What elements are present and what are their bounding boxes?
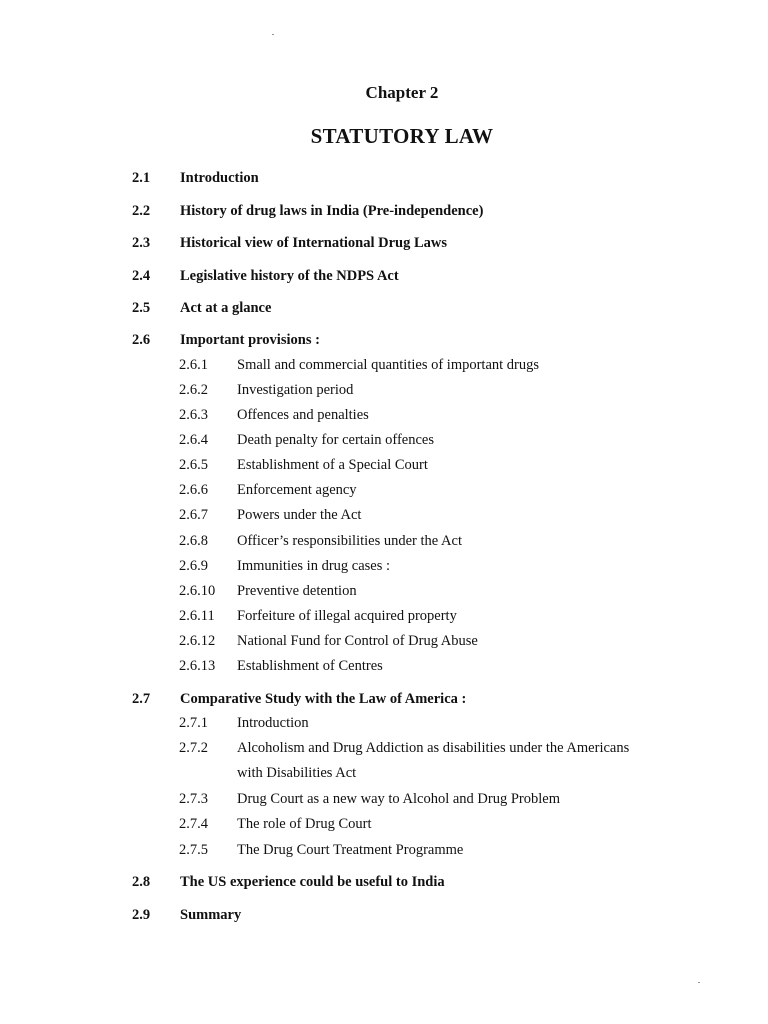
toc-entry-title: Historical view of International Drug Laws <box>180 235 448 251</box>
toc-section-entry <box>0 170 768 192</box>
toc-entry-title: Death penalty for certain offences <box>237 432 434 448</box>
toc-entry-title: National Fund for Control of Drug Abuse <box>237 633 478 649</box>
toc-subsection-entry <box>0 633 768 655</box>
toc-entry-title: The US experience could be useful to India <box>180 874 445 890</box>
toc-entry-number: 2.6.1 <box>179 357 208 373</box>
toc-entry-number: 2.6.3 <box>179 407 208 423</box>
scan-speck <box>272 34 274 35</box>
toc-section-entry <box>0 300 768 322</box>
toc-entry-number: 2.6.8 <box>179 533 208 549</box>
toc-entry-number: 2.6.9 <box>179 558 208 574</box>
toc-entry-number: 2.4 <box>132 268 151 284</box>
toc-entry-number: 2.7 <box>132 691 151 707</box>
toc-section-entry <box>0 203 768 225</box>
toc-entry-title: Establishment of a Special Court <box>237 457 428 473</box>
toc-entry-number: 2.7.5 <box>179 842 208 858</box>
toc-entry-number: 2.9 <box>132 907 151 923</box>
toc-subsection-entry <box>0 608 768 630</box>
toc-subsection-entry <box>0 583 768 605</box>
toc-subsection-entry <box>0 457 768 479</box>
toc-entry-title: Enforcement agency <box>237 482 357 498</box>
toc-section-entry <box>0 332 768 354</box>
toc-section-entry <box>0 235 768 257</box>
toc-entry-title: Act at a glance <box>180 300 272 316</box>
toc-entry-title: Comparative Study with the Law of America : <box>180 691 467 707</box>
toc-subsection-entry <box>0 482 768 504</box>
toc-subsection-entry <box>0 558 768 580</box>
toc-entry-number: 2.6 <box>132 332 151 348</box>
toc-entry-number: 2.6.10 <box>179 583 216 599</box>
toc-subsection-entry <box>0 658 768 680</box>
toc-entry-title: The role of Drug Court <box>237 816 372 832</box>
toc-entry-number: 2.6.6 <box>179 482 208 498</box>
toc-subsection-entry <box>0 816 768 838</box>
toc-section-entry <box>0 907 768 929</box>
toc-subsection-entry <box>0 357 768 379</box>
toc-entry-title: Investigation period <box>237 382 354 398</box>
toc-subsection-entry <box>0 765 768 787</box>
toc-entry-number: 2.6.13 <box>179 658 216 674</box>
toc-entry-title: Legislative history of the NDPS Act <box>180 268 399 284</box>
toc-entry-number: 2.7.1 <box>179 715 208 731</box>
toc-entry-number: 2.1 <box>132 170 151 186</box>
toc-subsection-entry <box>0 715 768 737</box>
toc-entry-title: Summary <box>180 907 242 923</box>
toc-entry-number: 2.6.12 <box>179 633 216 649</box>
toc-entry-number: 2.6.7 <box>179 507 208 523</box>
toc-section-entry <box>0 691 768 713</box>
toc-subsection-entry <box>0 382 768 404</box>
toc-section-entry <box>0 268 768 290</box>
toc-entry-number: 2.2 <box>132 203 151 219</box>
toc-entry-title: Drug Court as a new way to Alcohol and Drug Problem <box>237 791 560 807</box>
toc-entry-title: with Disabilities Act <box>237 765 357 781</box>
toc-entry-title: The Drug Court Treatment Programme <box>237 842 464 858</box>
toc-subsection-entry <box>0 533 768 555</box>
toc-entry-title: Introduction <box>180 170 259 186</box>
toc-entry-number: 2.5 <box>132 300 151 316</box>
toc-entry-title: Alcoholism and Drug Addiction as disabilities under the Americans <box>237 740 630 756</box>
chapter-title: STATUTORY LAW <box>310 124 494 148</box>
toc-subsection-entry <box>0 507 768 529</box>
chapter-label: Chapter 2 <box>365 83 439 102</box>
toc-section-entry <box>0 874 768 896</box>
toc-entry-title: History of drug laws in India (Pre-independence) <box>180 203 484 219</box>
toc-entry-title: Powers under the Act <box>237 507 362 523</box>
toc-subsection-entry <box>0 432 768 454</box>
toc-entry-title: Offences and penalties <box>237 407 369 423</box>
toc-subsection-entry <box>0 740 768 762</box>
toc-entry-number: 2.6.2 <box>179 382 208 398</box>
toc-entry-number: 2.3 <box>132 235 151 251</box>
toc-entry-number: 2.6.4 <box>179 432 208 448</box>
toc-entry-title: Small and commercial quantities of important drugs <box>237 357 540 373</box>
toc-entry-title: Establishment of Centres <box>237 658 383 674</box>
scan-speck <box>698 982 700 983</box>
toc-entry-number: 2.8 <box>132 874 151 890</box>
toc-subsection-entry <box>0 407 768 429</box>
toc-subsection-entry <box>0 791 768 813</box>
toc-entry-title: Important provisions : <box>180 332 320 348</box>
toc-entry-title: Introduction <box>237 715 309 731</box>
toc-entry-title: Preventive detention <box>237 583 357 599</box>
toc-entry-title: Officer’s responsibilities under the Act <box>237 533 462 549</box>
toc-entry-title: Forfeiture of illegal acquired property <box>237 608 457 624</box>
toc-entry-number: 2.7.4 <box>179 816 208 832</box>
toc-subsection-entry <box>0 842 768 864</box>
toc-entry-number: 2.6.11 <box>179 608 215 624</box>
toc-entry-title: Immunities in drug cases : <box>237 558 391 574</box>
toc-entry-number: 2.7.2 <box>179 740 208 756</box>
toc-entry-number: 2.6.5 <box>179 457 208 473</box>
toc-entry-number: 2.7.3 <box>179 791 208 807</box>
